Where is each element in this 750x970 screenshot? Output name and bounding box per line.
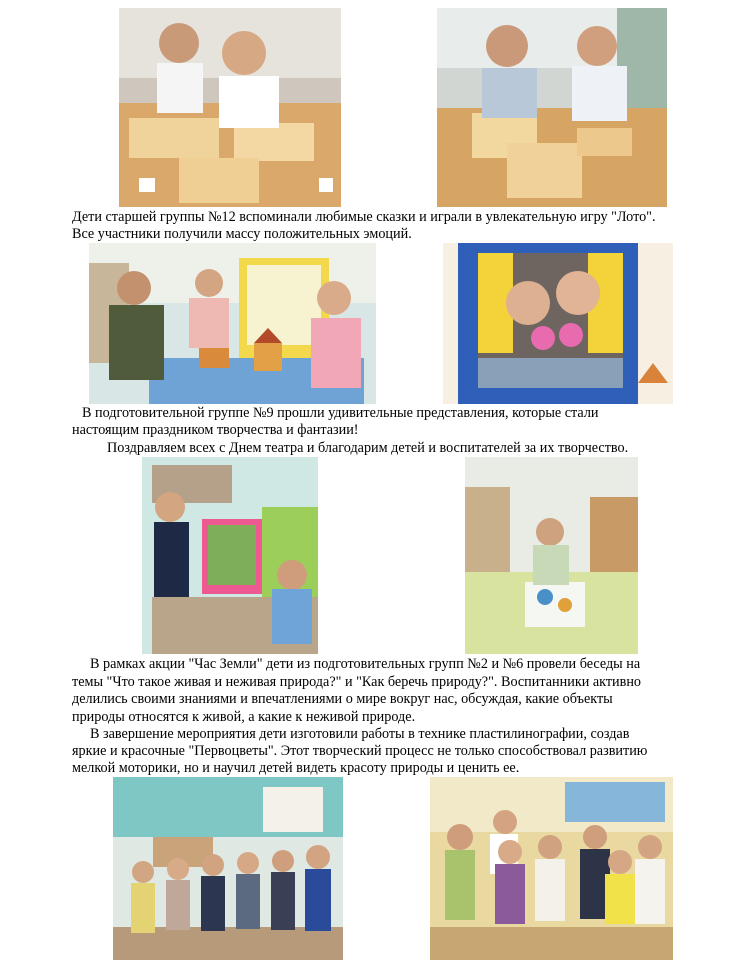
photo-pervotsvety-group-1: [113, 777, 343, 960]
photo-loto-girls: [119, 8, 341, 207]
section3-p1-line2: темы "Что такое живая и неживая природа?" и "Как беречь природу?". Воспитанники активно: [72, 674, 642, 690]
photo-theatre-puppets: [443, 243, 673, 404]
section3-p2-line3: мелкой моторики, но и научил детей видеть красоту природы и ценить ее.: [72, 760, 520, 776]
section2-line3: Поздравляем всех с Днем театра и благодарим детей и воспитателей за их творчество.: [107, 440, 629, 456]
photo-loto-boys: [437, 8, 667, 207]
photo-earth-hour-table: [465, 457, 638, 654]
section2-line2: настоящим праздником творчества и фантазии!: [72, 422, 359, 438]
section3-p2-line1: В завершение мероприятия дети изготовили работы в технике пластилинографии, создав: [90, 726, 630, 742]
section3-p1-line1: В рамках акции "Час Земли" дети из подготовительных групп №2 и №6 провели беседы на: [90, 656, 641, 672]
section1-line2: Все участники получили массу положительных эмоций.: [72, 226, 412, 242]
section2-line1: В подготовительной группе №9 прошли удивительные представления, которые стали: [82, 405, 599, 421]
section3-p2-line2: яркие и красочные "Первоцветы". Этот творческий процесс не только способствовал развитию: [72, 743, 648, 759]
photo-theatre-table: [89, 243, 376, 404]
section3-p1-line4: природы относятся к живой, а какие к неживой природе.: [72, 709, 416, 725]
section3-p1-line3: делились своими знаниями и впечатлениями о мире вокруг нас, обсуждая, какие объекты: [72, 691, 613, 707]
photo-earth-hour-board: [142, 457, 318, 654]
photo-pervotsvety-group-2: [430, 777, 673, 960]
section1-line1: Дети старшей группы №12 вспоминали любимые сказки и играли в увлекательную игру "Лото".: [72, 209, 656, 225]
